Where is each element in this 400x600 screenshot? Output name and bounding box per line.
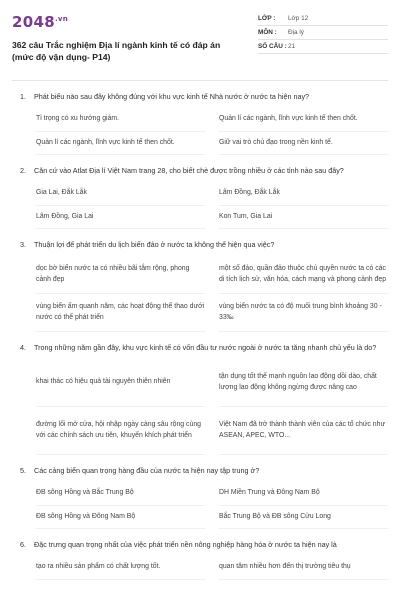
answer-grid <box>12 556 388 580</box>
question-text <box>12 539 388 550</box>
answer-grid <box>12 359 388 455</box>
question-6 <box>12 539 388 580</box>
site-logo[interactable] <box>12 10 244 31</box>
meta-value: 21 <box>288 43 296 50</box>
question-body: Căn cứ vào Atlat Địa lí Việt Nam trang 28, cho biết chè được trồng nhiều ở các tỉnh nào sau đây? <box>34 166 344 175</box>
answer-option[interactable]: Lâm Đồng, Đắk Lắk <box>219 182 388 206</box>
meta-key: SỐ CÂU : <box>258 43 287 50</box>
header-divider <box>12 80 388 81</box>
question-body: Đặc trưng quan trọng nhất của việc phát triển nền nông nghiệp hàng hóa ở nước ta hiện nay là <box>34 540 337 549</box>
answer-option[interactable]: ĐB sông Hồng và Đông Nam Bộ <box>36 506 205 530</box>
question-text <box>12 91 388 102</box>
meta-key: MÔN : <box>258 29 277 36</box>
question-body: Các cảng biển quan trọng hàng đầu của nước ta hiện nay tập trung ở? <box>34 466 260 475</box>
answer-grid <box>12 256 388 332</box>
question-text <box>12 165 388 176</box>
answer-option[interactable]: Quản lí các ngành, lĩnh vực kinh tế then chốt. <box>219 108 388 132</box>
question-number: 1. <box>20 92 26 101</box>
question-1 <box>12 91 388 155</box>
question-number: 3. <box>20 240 26 249</box>
question-number: 6. <box>20 540 26 549</box>
answer-grid <box>12 482 388 529</box>
question-number: 2. <box>20 166 26 175</box>
page-title: 362 câu Trắc nghiệm Địa lí ngành kinh tế có đáp án (mức độ vận dụng- P14) <box>12 40 221 62</box>
meta-row-class <box>258 12 388 26</box>
answer-option[interactable]: tận dụng tốt thế mạnh nguồn lao động dồi dào, chất lượng lao động không ngừng được nâng cao <box>219 359 388 407</box>
answer-grid <box>12 182 388 229</box>
answer-option[interactable]: DH Miền Trung và Đông Nam Bộ <box>219 482 388 506</box>
meta-key: LỚP : <box>258 15 276 22</box>
answer-option[interactable]: một số đảo, quần đảo thuộc chủ quyền nước ta có các di tích lịch sử, văn hóa, cách mạng và phong cảnh đẹp <box>219 256 388 294</box>
question-text <box>12 342 388 353</box>
answer-option[interactable]: Việt Nam đã trở thành thành viên của các tổ chức như ASEAN, APEC, WTO... <box>219 407 388 455</box>
meta-row-subject <box>258 26 388 40</box>
brand-column <box>12 10 244 63</box>
answer-option[interactable]: Kon Tum, Gia Lai <box>219 206 388 230</box>
answer-option[interactable]: Giữ vai trò chủ đạo trong nền kinh tế. <box>219 132 388 156</box>
question-body: Phát biểu nào sau đây không đúng với khu vực kinh tế Nhà nước ở nước ta hiện nay? <box>34 92 310 101</box>
answer-option[interactable]: vùng biển nước ta có độ muối trung bình khoảng 30 - 33‰ <box>219 294 388 332</box>
meta-value: Lớp 12 <box>288 15 309 22</box>
answer-option[interactable]: đường lối mở cửa, hội nhập ngày càng sâu rộng cùng với các chính sách ưu tiên, khuyến khích phát triển <box>36 407 205 455</box>
logo-name: 2048 <box>12 13 55 31</box>
question-body: Thuận lợi để phát triển du lịch biển đảo ở nước ta không thể hiện qua việc? <box>34 240 275 249</box>
answer-option[interactable]: khai thác có hiệu quả tài nguyên thiên nhiên <box>36 359 205 407</box>
answer-option[interactable]: Lâm Đồng, Gia Lai <box>36 206 205 230</box>
answer-option[interactable]: Tỉ trọng có xu hướng giảm. <box>36 108 205 132</box>
answer-option[interactable]: dọc bờ biển nước ta có nhiều bãi tắm rộng, phong cảnh đẹp <box>36 256 205 294</box>
question-5 <box>12 465 388 529</box>
answer-option[interactable]: Gia Lai, Đắk Lắk <box>36 182 205 206</box>
question-text <box>12 239 388 250</box>
answer-option[interactable]: Bắc Trung Bộ và ĐB sông Cửu Long <box>219 506 388 530</box>
question-2 <box>12 165 388 229</box>
question-4 <box>12 342 388 455</box>
meta-value: Địa lý <box>288 29 304 36</box>
answer-option[interactable]: ĐB sông Hồng và Bắc Trung Bộ <box>36 482 205 506</box>
meta-table <box>258 12 388 54</box>
question-text <box>12 465 388 476</box>
logo-suffix: .vn <box>54 15 69 23</box>
answer-option[interactable]: vùng biển ấm quanh năm, các hoạt động thể thao dưới nước có thể phát triển <box>36 294 205 332</box>
answer-option[interactable]: Quản lí các ngành, lĩnh vực kinh tế then chốt. <box>36 132 205 156</box>
question-body: Trong những năm gần đây, khu vực kinh tế có vốn đầu tư nước ngoài ở nước ta tăng nhanh chủ yếu là do? <box>34 343 377 352</box>
question-3 <box>12 239 388 332</box>
answer-grid <box>12 108 388 155</box>
header <box>12 10 388 74</box>
meta-row-count <box>258 40 388 54</box>
question-number: 4. <box>20 343 26 352</box>
question-number: 5. <box>20 466 26 475</box>
answer-option[interactable]: quan tâm nhiều hơn đến thị trường tiêu thụ <box>219 556 388 580</box>
answer-option[interactable]: tạo ra nhiều sản phẩm có chất lượng tốt. <box>36 556 205 580</box>
